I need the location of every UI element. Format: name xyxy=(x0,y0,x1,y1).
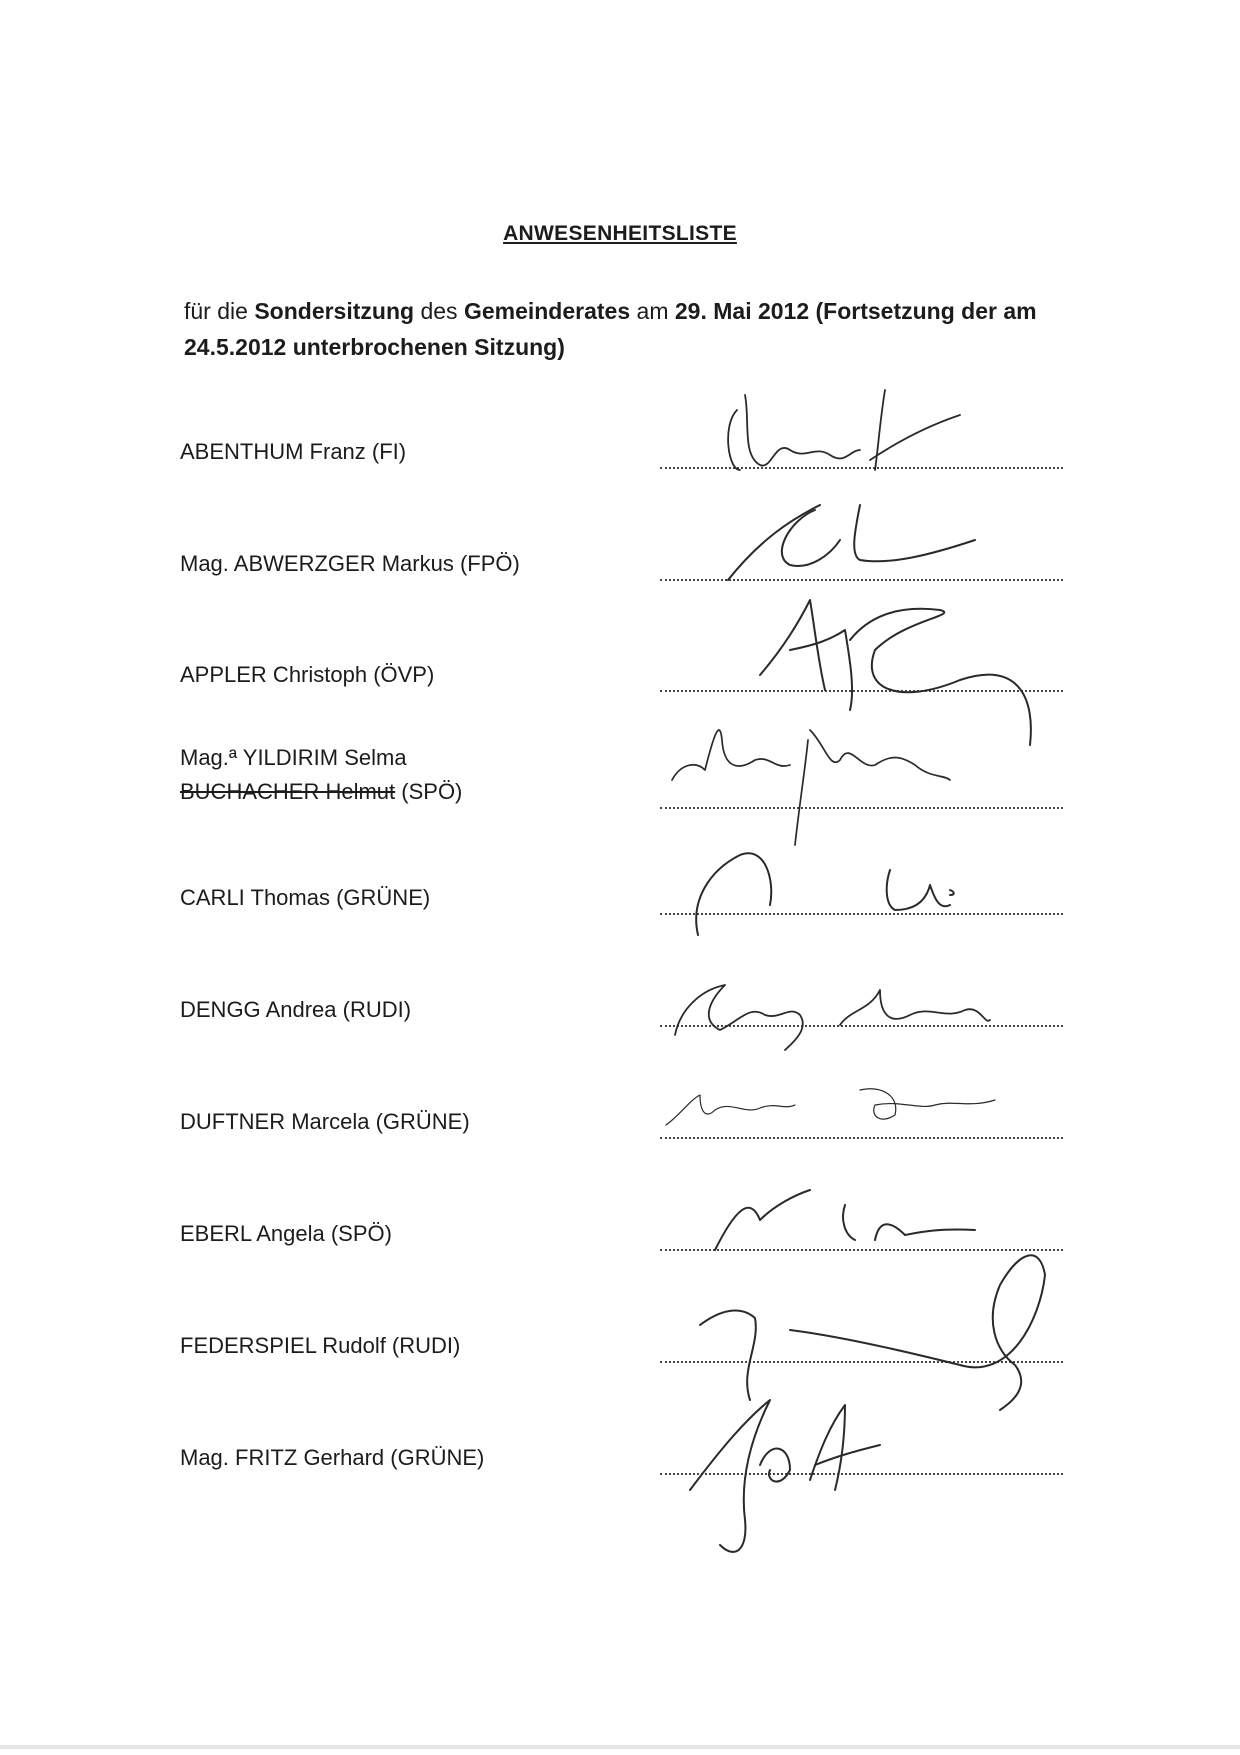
intro-part-3: am xyxy=(630,298,675,324)
member-party: (SPÖ) xyxy=(395,779,463,804)
attendance-row xyxy=(0,725,1240,815)
member-name: EBERL Angela (SPÖ) xyxy=(180,1221,392,1246)
page-title: ANWESENHEITSLISTE xyxy=(503,222,737,245)
signature-line xyxy=(660,1361,1063,1363)
page-edge xyxy=(0,1745,1240,1749)
attendance-row xyxy=(0,638,1240,698)
signature-line xyxy=(660,913,1063,915)
member-name: FEDERSPIEL Rudolf (RUDI) xyxy=(180,1333,461,1358)
signature-line xyxy=(660,1473,1063,1475)
member-name: DUFTNER Marcela (GRÜNE) xyxy=(180,1109,470,1134)
signature-line xyxy=(660,1025,1063,1027)
attendance-row xyxy=(0,527,1240,587)
signature-line xyxy=(660,579,1063,581)
signature-line xyxy=(660,807,1063,809)
attendance-row xyxy=(0,861,1240,921)
member-name: DENGG Andrea (RUDI) xyxy=(180,997,412,1022)
member-name: CARLI Thomas (GRÜNE) xyxy=(180,885,431,910)
member-name: ABENTHUM Franz (FI) xyxy=(180,439,407,464)
intro-text xyxy=(184,293,1064,365)
signature-line xyxy=(660,467,1063,469)
attendance-row xyxy=(0,415,1240,475)
attendance-row xyxy=(0,1197,1240,1257)
signature-line xyxy=(660,1137,1063,1139)
intro-part-2: des xyxy=(414,298,464,324)
member-name: Mag. ABWERZGER Markus (FPÖ) xyxy=(180,551,520,576)
member-name: Mag. FRITZ Gerhard (GRÜNE) xyxy=(180,1445,485,1470)
member-name-line1: Mag.ª YILDIRIM Selma xyxy=(180,745,407,770)
signature-line xyxy=(660,1249,1063,1251)
member-name: APPLER Christoph (ÖVP) xyxy=(180,662,435,687)
intro-bold-3: 29. Mai 2012 (Fortsetzung der am 24.5.2012 unterbrochenen Sitzung) xyxy=(184,298,1037,360)
signature-line xyxy=(660,690,1063,692)
attendance-row xyxy=(0,973,1240,1033)
member-name xyxy=(180,741,462,809)
intro-part-1: für die xyxy=(184,298,255,324)
attendance-row xyxy=(0,1309,1240,1369)
struck-name: BUCHACHER Helmut xyxy=(180,779,396,804)
attendance-row xyxy=(0,1085,1240,1145)
intro-bold-2: Gemeinderates xyxy=(463,298,631,324)
intro-bold-1: Sondersitzung xyxy=(254,298,415,324)
attendance-row xyxy=(0,1421,1240,1481)
